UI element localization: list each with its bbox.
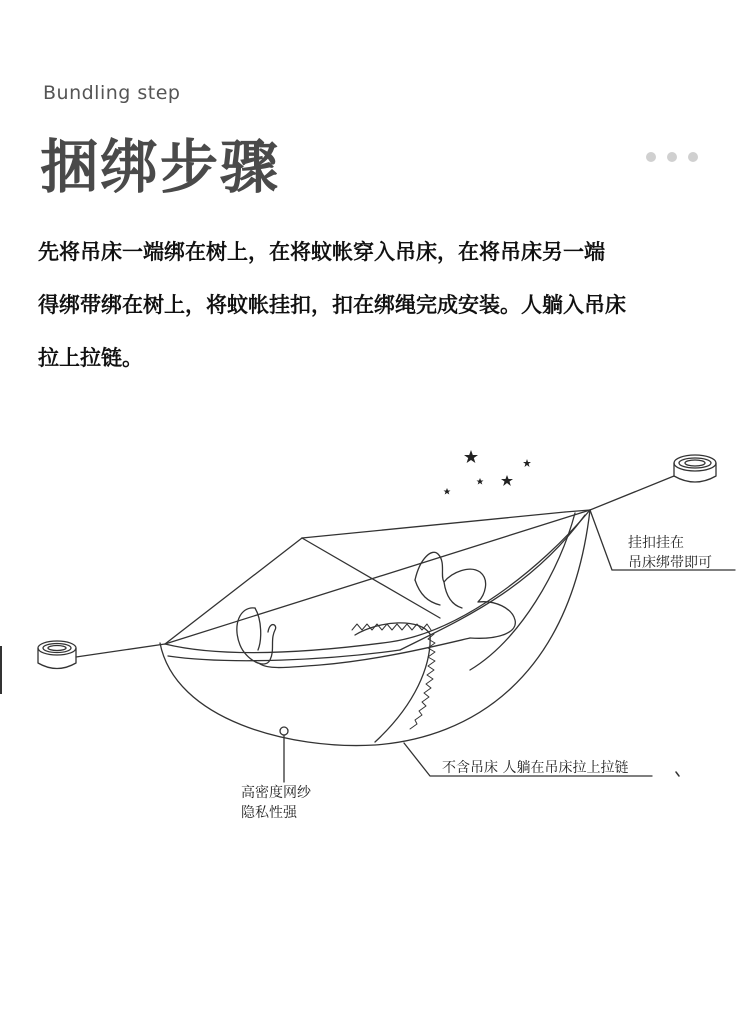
hook-callout-line-1: 挂扣挂在 [628, 535, 684, 551]
dot [646, 152, 656, 162]
hook-callout [628, 533, 712, 573]
instruction-line: 先将吊床一端绑在树上，在将蚊帐穿入吊床，在将吊床另一端 [38, 240, 605, 264]
stars-icon [444, 450, 532, 495]
zipper-callout: 不含吊床 人躺在吊床拉上拉链 [442, 760, 629, 776]
instructions-text [38, 226, 718, 385]
dot [688, 152, 698, 162]
subtitle-english: Bundling step [43, 82, 181, 104]
dot [667, 152, 677, 162]
left-strap-roll-icon [38, 641, 76, 669]
hook-callout-line-2: 吊床绑带即可 [628, 555, 712, 571]
hammock-diagram [0, 420, 750, 860]
page-title: 捆绑步骤 [40, 133, 281, 201]
mesh-callout-line-2: 隐私性强 [241, 805, 297, 821]
zipper [352, 623, 435, 742]
hammock-net [160, 510, 590, 746]
mesh-callout-line [280, 727, 288, 782]
instruction-line: 拉上拉链。 [38, 346, 143, 370]
mesh-callout [241, 783, 311, 823]
decorative-dots [646, 152, 698, 162]
mesh-callout-line-1: 高密度网纱 [241, 785, 311, 801]
instruction-line: 得绑带绑在树上，将蚊帐挂扣，扣在绑绳完成安装。人躺入吊床 [38, 293, 626, 317]
right-strap-roll-icon [674, 455, 716, 482]
